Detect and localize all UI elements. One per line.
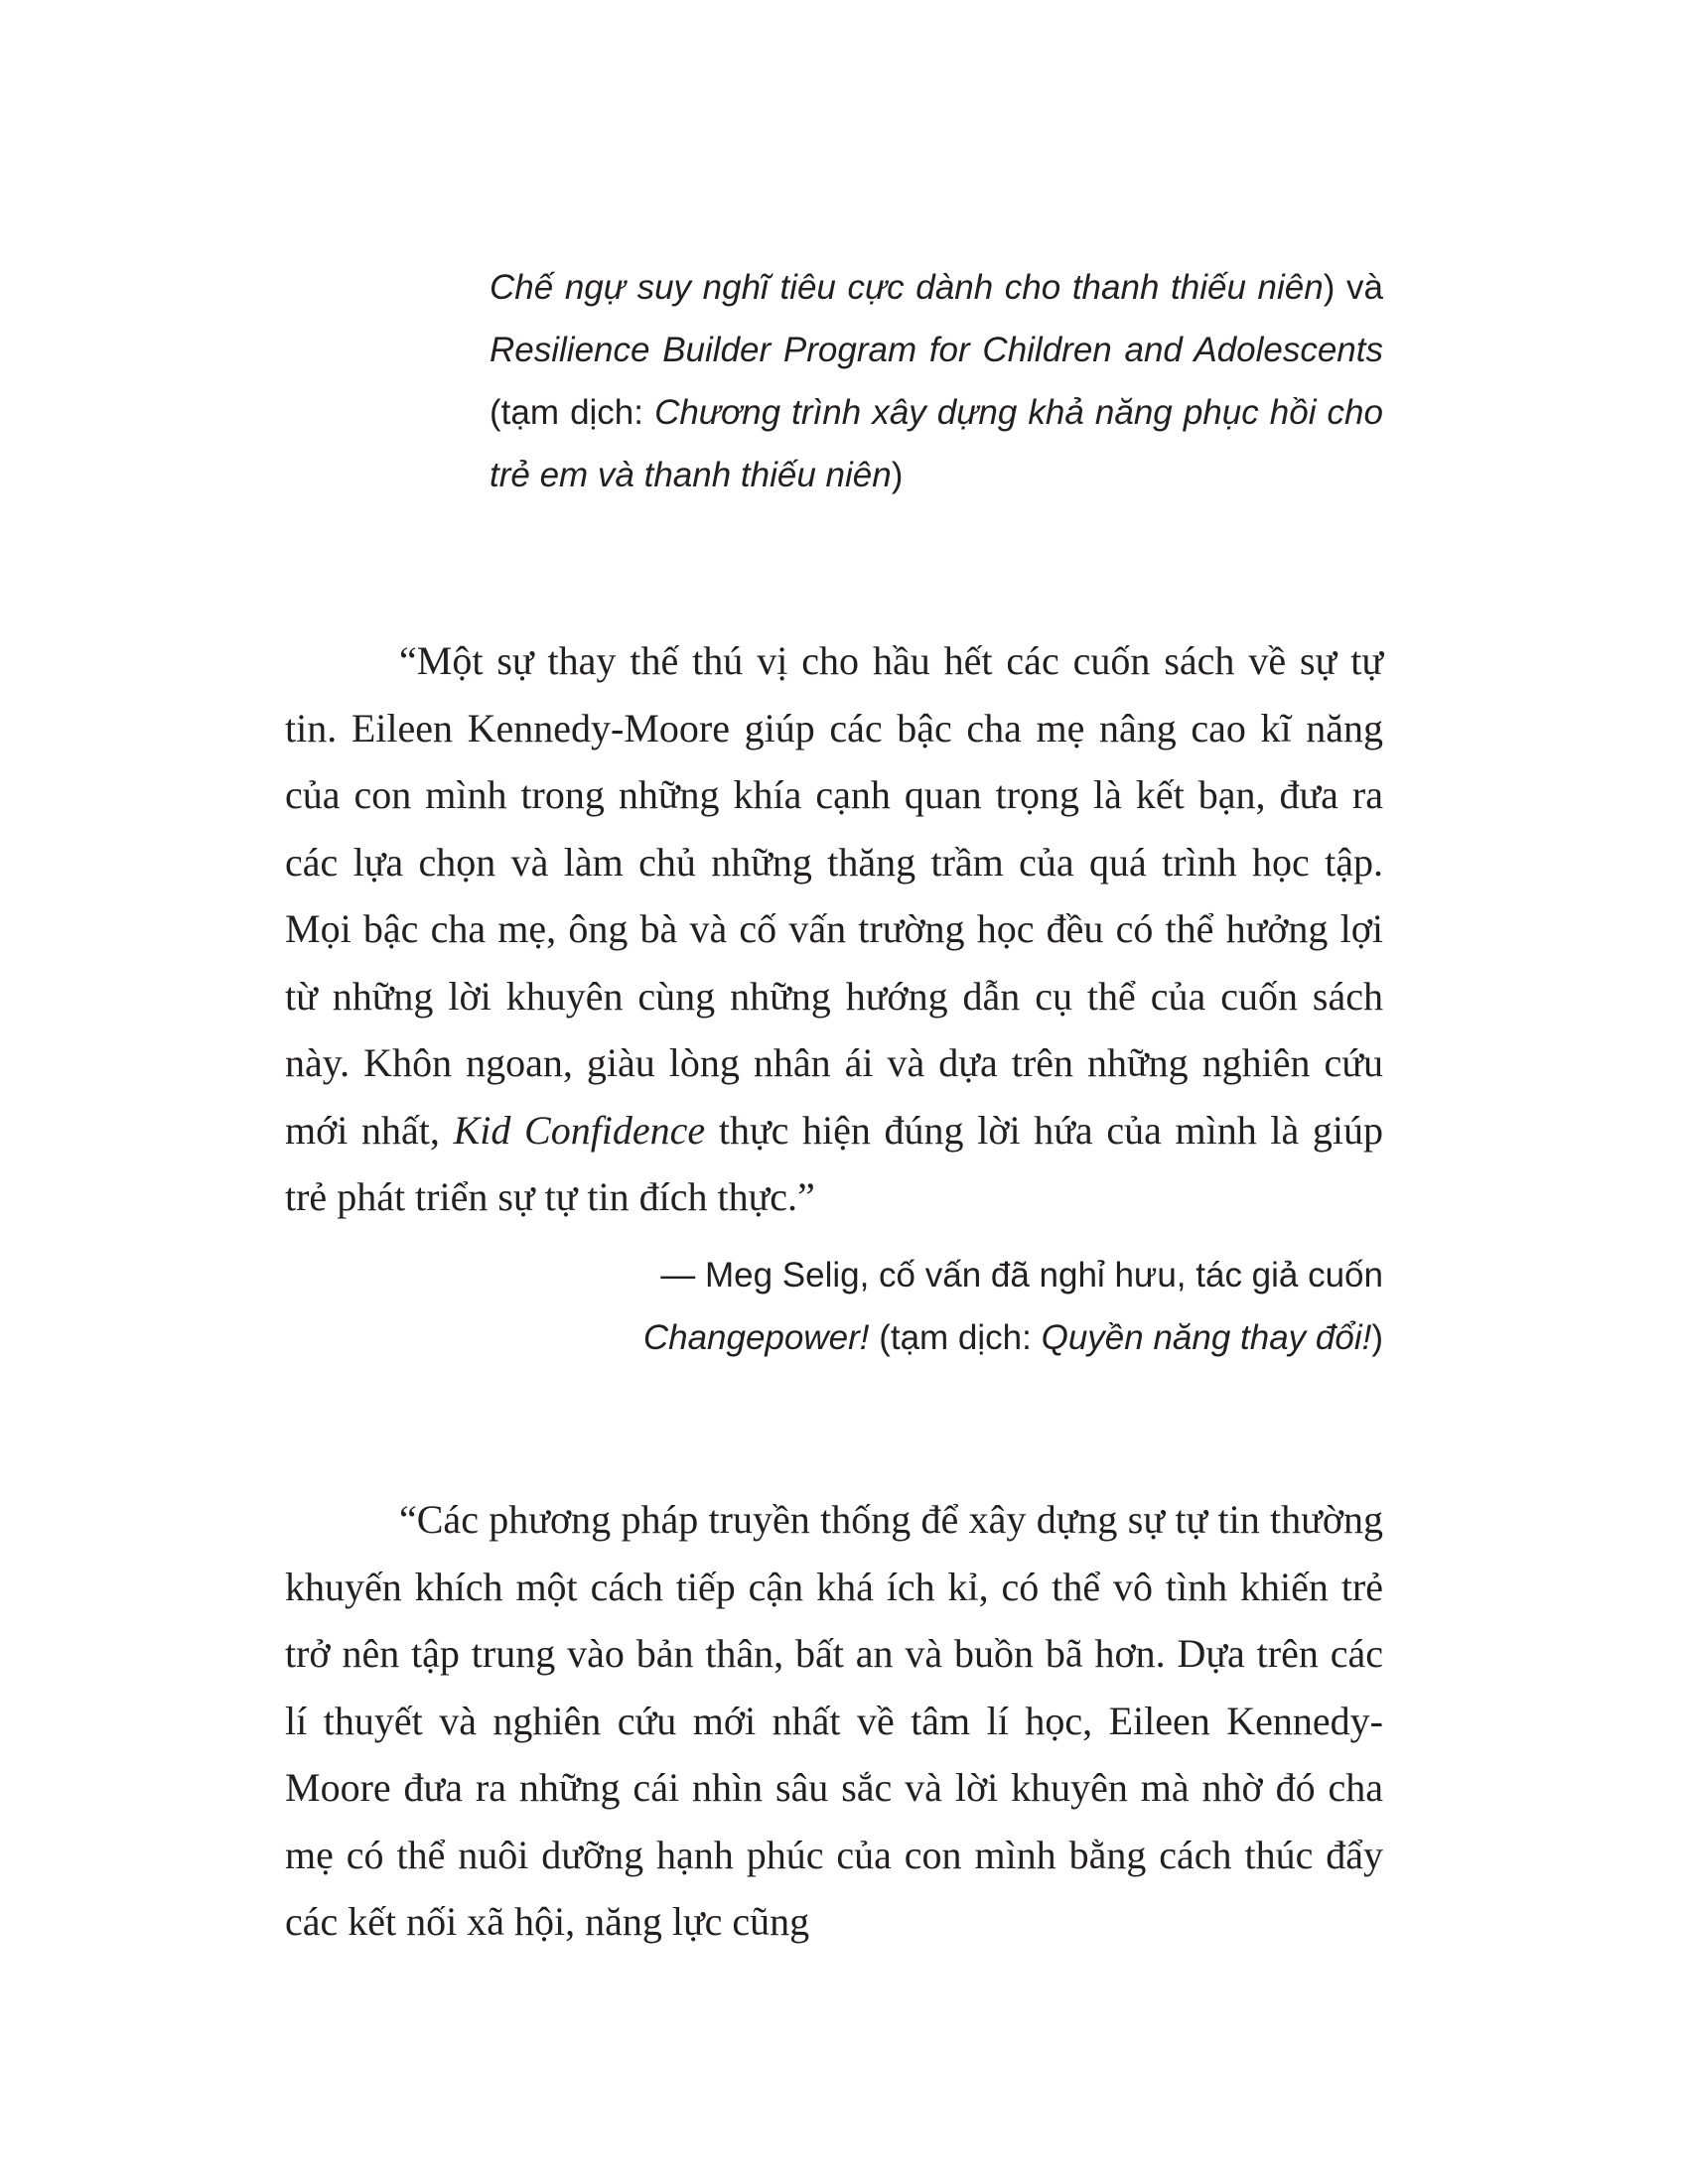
attribution-translation-prefix: (tạm dịch: xyxy=(869,1318,1042,1357)
book-title-changepower: Changepower! xyxy=(642,1318,870,1357)
reference-connector: ) và xyxy=(1323,268,1383,307)
changepower-translation: Quyền năng thay đổi! xyxy=(1041,1318,1372,1357)
attribution-author-line: — Meg Selig, cố vấn đã nghỉ hưu, tác giả cuốn xyxy=(660,1256,1383,1295)
quote-1-text-end: thực hiện đúng lời hứa của mình là giúp trẻ phát triển sự tự tin đích thực.” xyxy=(285,1107,1383,1219)
translation-prefix: (tạm dịch: xyxy=(490,393,655,432)
testimonial-quote-1 xyxy=(285,627,1383,1231)
book-title-kid-confidence: Kid Confidence xyxy=(453,1107,706,1153)
negative-thinking-title-translation: Chế ngự suy nghĩ tiêu cực dành cho thanh thiếu niên xyxy=(490,268,1324,307)
resilience-program-translation: Chương trình xây dựng khả năng phục hồi cho trẻ em và thanh thiếu niên xyxy=(490,393,1383,494)
testimonial-quote-2: “Các phương pháp truyền thống để xây dựng sự tự tin thường khuyến khích một cách tiếp cận khá ích kỉ, có thể vô tình khiến trẻ trở nên tập trung vào bản thân, bất an và buồn bã hơn. Dựa trên các lí thuyết và nghiên cứu mới nhất về tâm lí học, Eileen Kennedy-Moore đưa ra những cái nhìn sâu sắc và lời khuyên mà nhờ đó cha mẹ có thể nuôi dưỡng hạnh phúc của con mình bằng cách thúc đẩy các kết nối xã hội, năng lực cũng xyxy=(285,1497,1383,1944)
testimonial-attribution-1 xyxy=(556,1244,1383,1369)
attribution-translation-suffix: ) xyxy=(1371,1318,1383,1357)
quote-1-text: “Một sự thay thế thú vị cho hầu hết các cuốn sách về sự tự tin. Eileen Kennedy-Moore giúp các bậc cha mẹ nâng cao kĩ năng của con mình trong những khía cạnh quan trọng là kết bạn, đưa ra các lựa chọn và làm chủ những thăng trầm của quá trình học tập. Mọi bậc cha mẹ, ông bà và cố vấn trường học đều có thể hưởng lợi từ những lời khuyên cùng những hướng dẫn cụ thể của cuốn sách này. Khôn ngoan, giàu lòng nhân ái và dựa trên những nghiên cứu mới nhất, xyxy=(285,638,1383,1153)
translation-suffix: ) xyxy=(891,456,904,494)
resilience-program-title: Resilience Builder Program for Children and Adolescents xyxy=(490,331,1383,369)
reference-continuation xyxy=(490,256,1383,506)
attribution-book-line xyxy=(556,1306,1383,1369)
